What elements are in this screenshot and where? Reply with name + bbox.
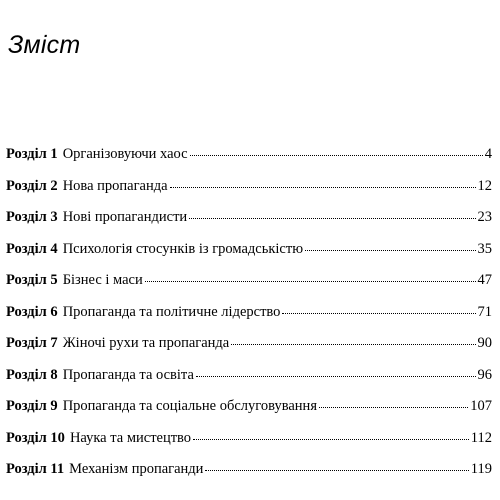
chapter-title: Наука та мистецтво (69, 429, 192, 446)
dot-leader (190, 155, 483, 156)
chapter-label: Розділ 4 (6, 240, 58, 257)
chapter-title: Пропаганда та освіта (62, 366, 194, 383)
page-number: 107 (470, 398, 492, 414)
dot-leader (145, 281, 476, 282)
toc-entry (6, 367, 492, 399)
chapter-title: Нові пропагандисти (62, 209, 188, 225)
chapter-title: Нова пропаганда (62, 177, 168, 194)
toc-entry (6, 272, 492, 304)
dot-leader (282, 313, 475, 314)
chapter-title: Механізм пропаганди (69, 461, 204, 477)
chapter-label: Розділ 8 (6, 366, 58, 383)
chapter-label: Розділ 7 (6, 335, 58, 351)
page-number: 4 (484, 146, 492, 162)
chapter-title: Пропаганда та соціальне обслуговування (62, 398, 317, 414)
toc-entry (6, 461, 492, 493)
chapter-label: Розділ 3 (6, 209, 58, 225)
toc-entry (6, 241, 492, 273)
chapter-title: Організовуючи хаос (62, 146, 188, 162)
page-number: 112 (470, 429, 492, 446)
dot-leader (231, 344, 475, 345)
chapter-label: Розділ 1 (6, 146, 58, 162)
chapter-title: Психологія стосунків із громадськістю (62, 240, 304, 257)
chapter-label: Розділ 11 (6, 461, 65, 477)
chapter-title: Пропаганда та політичне лідерство (62, 303, 281, 320)
chapter-label: Розділ 5 (6, 272, 58, 288)
page-number: 71 (477, 303, 492, 320)
page-number: 47 (477, 272, 492, 288)
toc-entry (6, 209, 492, 241)
toc-entry (6, 304, 492, 336)
dot-leader (319, 407, 468, 408)
toc-entry (6, 178, 492, 210)
page-number: 96 (477, 366, 492, 383)
page-number: 35 (477, 240, 492, 257)
dot-leader (305, 250, 475, 251)
dot-leader (196, 376, 476, 377)
page-number: 119 (470, 461, 492, 477)
page-title: Зміст (8, 31, 81, 59)
page-number: 23 (477, 209, 492, 225)
page-number: 90 (477, 335, 492, 351)
chapter-title: Жіночі рухи та пропаганда (62, 335, 230, 351)
dot-leader (193, 439, 469, 440)
chapter-label: Розділ 10 (6, 429, 65, 446)
table-of-contents (6, 146, 492, 493)
chapter-label: Розділ 6 (6, 303, 58, 320)
chapter-label: Розділ 2 (6, 177, 58, 194)
dot-leader (170, 187, 476, 188)
dot-leader (189, 218, 475, 219)
toc-entry (6, 146, 492, 178)
toc-entry (6, 430, 492, 462)
toc-entry (6, 398, 492, 430)
toc-entry (6, 335, 492, 367)
chapter-label: Розділ 9 (6, 398, 58, 414)
chapter-title: Бізнес і маси (62, 272, 143, 288)
dot-leader (205, 470, 468, 471)
page-number: 12 (477, 177, 492, 194)
